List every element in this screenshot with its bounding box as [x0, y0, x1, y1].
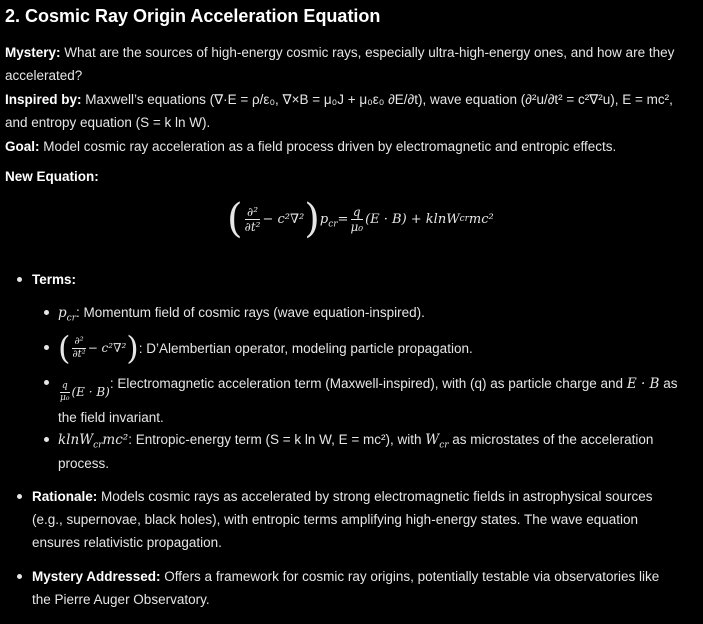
term-momentum-field: $p_{cr}$: Momentum field of cosmic rays (wave equation-inspired). [58, 305, 425, 324]
display-equation: ( $\frac{\text{∂²}}{\text{∂t²}}$ − c²∇² ) $p_{cr}$ = $\frac{q}{\text{μ₀}}$ (E · B) + klnW cr mc² [227, 195, 494, 242]
mystery-addressed-paragraph: Mystery Addressed: Offers a framework for cosmic ray origins, potentially testable via observatories like the Pierre Auger Observatory. [32, 569, 660, 607]
terms-label: Terms: [32, 272, 77, 287]
bullet [17, 494, 22, 499]
section-title: 2. Cosmic Ray Origin Acceleration Equation [5, 6, 381, 26]
mystery-text: What are the sources of high-energy cosmic rays, especially ultra-high-energy ones, and how are they accelerated? [5, 45, 675, 83]
bullet [44, 310, 49, 315]
bullet [17, 277, 22, 282]
second-derivative-fraction: $\frac{\text{∂²}}{\text{∂t²}}$ [244, 204, 261, 234]
inspired-label: Inspired by: [5, 92, 82, 107]
term-dalembertian: ( $\frac{\text{∂²}}{\text{∂t²}}$ − c²∇² ) : D’Alembertian operator, modeling particle propagation. [58, 328, 473, 367]
bullet [44, 345, 49, 350]
bullet [17, 574, 22, 579]
bullet [44, 437, 49, 442]
goal-paragraph [5, 135, 695, 158]
bullet [44, 380, 49, 385]
mystery-addressed-label: Mystery Addressed: [32, 569, 161, 584]
rationale-label: Rationale: [32, 489, 98, 504]
inspired-text: Maxwell’s equations (∇·E = ρ/ε₀, ∇×B = μ₀J + μ₀ε₀ ∂E/∂t), wave equation (∂²u/∂t² = c²∇²u), E = mc², and entropy equation (S = k ln W). [5, 92, 673, 130]
inspired-paragraph [5, 88, 695, 134]
charge-fraction: $\frac{q}{\text{μ₀}}$ [350, 204, 364, 234]
goal-text: Model cosmic ray acceleration as a field process driven by electromagnetic and entropic effects. [39, 139, 617, 154]
momentum-field-symbol: $p_{cr}$ [319, 211, 338, 230]
term-entropic-energy: klnW$_{cr}$mc²: Entropic-energy term (S = k ln W, E = mc²), with $W_{cr}$ as microstates of the acceleration process. [58, 432, 654, 471]
goal-label: Goal: [5, 139, 40, 154]
mystery-paragraph [5, 41, 695, 87]
mystery-label: Mystery: [5, 45, 61, 60]
new-equation-label: New Equation: [5, 169, 99, 184]
rationale-paragraph: Rationale: Models cosmic rays as accelerated by strong electromagnetic fields in astrophysical sources (e.g., supernovae, black holes), with entropic terms amplifying high-energy states. The wave equation ensures relativistic propagation. [32, 489, 653, 550]
term-electromagnetic: $\frac{q}{\text{μ₀}}$ (E · B) : Electromagnetic acceleration term (Maxwell-inspired), with (q) as particle charge and E · B as the field invariant. [58, 376, 678, 425]
